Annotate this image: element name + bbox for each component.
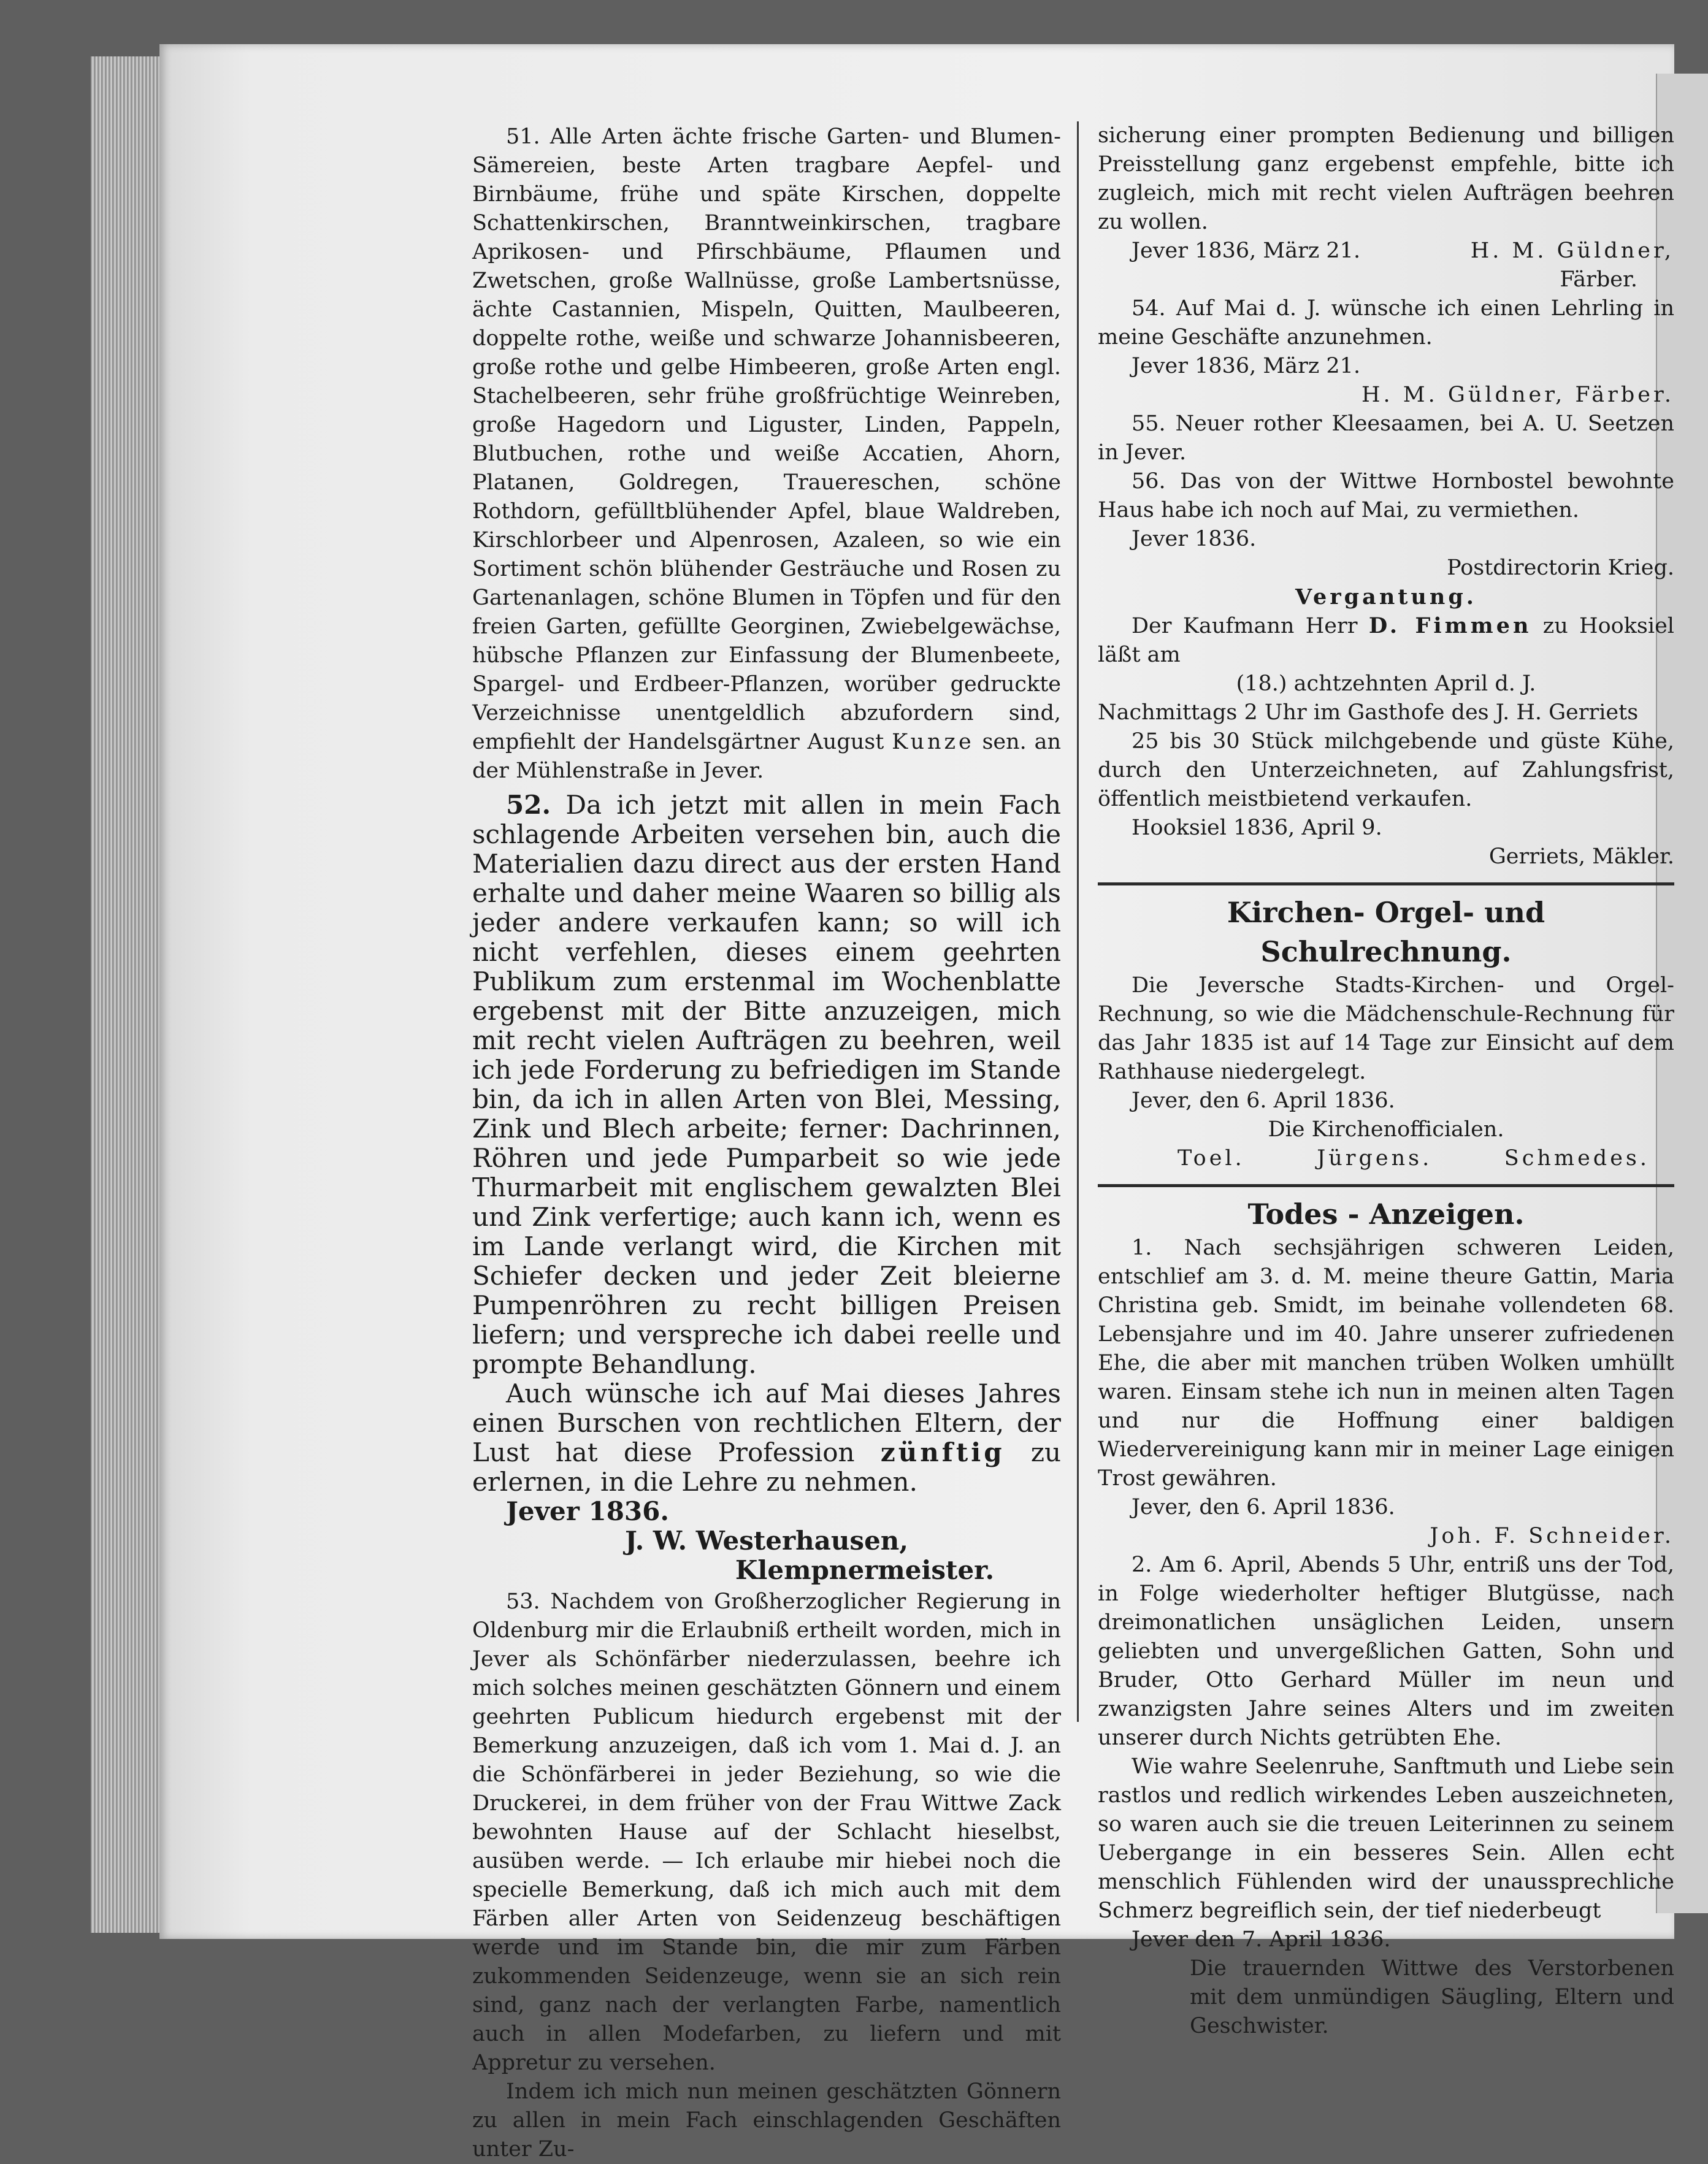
ad-54 [1098, 294, 1674, 410]
ad-number: 55. [1132, 411, 1166, 436]
ad-body: sicherung einer prompten Bedienung und billigen Preisstellung ganz ergebenst empfehle, bitte ich zugleich, mich mit recht vielen Aufträgen beehren zu wollen. [1098, 123, 1674, 234]
ad-body-2-tail: zu erlernen, in die Lehre zu nehmen. [472, 1437, 1062, 1497]
book-page-stack [91, 56, 161, 1933]
section-heading: Vergantung. [1295, 584, 1477, 610]
signature-juergens: Jürgens. [1317, 1146, 1433, 1171]
place-date: Jever, den 6. April 1836. [1132, 1088, 1395, 1113]
signature-name: J. W. Westerhausen, [625, 1526, 908, 1556]
death-notice-1 [1098, 1234, 1674, 1551]
death-notice-2 [1098, 1551, 1674, 2041]
merchant-name: D. Fimmen [1368, 613, 1532, 638]
section-rule [1098, 882, 1674, 885]
signature-schmedes: Schmedes. [1504, 1146, 1650, 1171]
ad-body-2: Indem ich mich nun meinen geschätzten Gönnern zu allen in mein Fach einschlagenden Geschäften unter Zu- [472, 2079, 1061, 2162]
ad-body: Auf Mai d. J. wünsche ich einen Lehrling in meine Geschäfte anzunehmen. [1098, 296, 1674, 350]
section-body: Die Jeversche Stadts-Kirchen- und Orgel-Rechnung, so wie die Mädchenschule-Rechnung für das Jahr 1835 ist auf 14 Tage zur Einsicht auf dem Rathhause niedergelegt. [1098, 973, 1674, 1084]
vergantung-section [1098, 583, 1674, 871]
signature-role: Klempnermeister. [735, 1555, 995, 1585]
notice-number: 1. [1132, 1236, 1152, 1260]
ad-body: Neuer rother Kleesaamen, bei A. U. Seetzen in Jever. [1098, 411, 1674, 465]
auction-date: (18.) achtzehnten April d. J. [1236, 671, 1536, 696]
ad-body: Da ich jetzt mit allen in mein Fach schlagende Arbeiten versehen bin, auch die Materialien dazu direct aus der ersten Hand erhalte und daher meine Waaren so billig als jeder andere verkaufen kann; so will ich nicht verfehlen, dieses einem geehrten Publikum zum erstenmal im Wochenblatte ergebenst mit der Bitte anzuzeigen, mich mit recht vielen Aufträgen zu beehren, weil ich jede Forderung zu befriedigen im Stande bin, da ich in allen Arten von Blei, Messing, Zink und Blech arbeite; ferner: Dachrinnen, Röhren und jede Pumparbeit so wie jede Thurmarbeit mit englischem gewalzten Blei und Zink verfertige; auch kann ich, wenn es im Lande verlangt wird, die Kirchen mit Schiefer decken und jeder Zeit bleierne Pumpenröhren zu recht billigen Preisen liefern; und verspreche ich dabei reelle und prompte Behandlung. [472, 790, 1061, 1379]
place-date: Jever 1836. [1132, 527, 1257, 551]
ad-body-2: Auch wünsche ich auf Mai dieses Jahres einen Burschen von rechtlichen Eltern, der Lust hat diese Profession [472, 1378, 1061, 1467]
signature-names [1098, 1144, 1674, 1173]
place-date: Jever 1836, März 21. [1132, 239, 1361, 263]
ad-body: Nachdem von Großherzoglicher Regierung in Oldenburg mir die Erlaubniß ertheilt worden, mich in Jever als Schönfärber niederzulassen, beehre ich mich solches meinen geschätzten Gönnern und einem geehrten Publicum hiedurch ergebenst mit der Bemerkung anzuzeigen, daß ich vom 1. Mai d. J. an die Schönfärberei in jeder Beziehung, so wie die Druckerei, in dem früher von der Frau Wittwe Zack bewohnten Hause auf der Schlacht hieselbst, ausüben werde. — Ich erlaube mir hiebei noch die specielle Bemerkung, daß ich mich auch mit dem Färben aller Arten von Seidenzeug beschäftigen werde und im Stande bin, die mir zum Färben zukommenden Seidenzeuge, wenn sie an sich rein sind, ganz nach der verlangten Farbe, namentlich auch in allen Modefarben, zu liefern und mit Appretur zu versehen. [472, 1589, 1061, 2075]
place-date: Jever, den 6. April 1836. [1132, 1495, 1395, 1520]
notice-number: 2. [1132, 1553, 1152, 1577]
signature: Gerriets, Mäkler. [1488, 844, 1674, 869]
advertiser-name: Kunze [892, 730, 975, 754]
left-column [472, 123, 1061, 2164]
place-date: Jever 1836, März 21. [1132, 354, 1361, 378]
intro-tail: zu Hooksiel läßt am [1098, 614, 1674, 667]
ad-body: Das von der Wittwe Hornbostel bewohnte Haus habe ich noch auf Mai, zu vermiethen. [1098, 469, 1674, 522]
ad-51 [472, 123, 1061, 786]
section-heading: Kirchen- Orgel- und Schulrechnung. [1227, 896, 1545, 968]
auction-time: Nachmittags 2 Uhr im Gasthofe des J. H. Gerriets [1098, 700, 1639, 725]
section-heading: Todes - Anzeigen. [1247, 1198, 1525, 1231]
place-date: Jever den 7. April 1836. [1132, 1927, 1391, 1952]
ad-number: 53. [506, 1589, 540, 1614]
signature-role: Färber. [1560, 267, 1637, 292]
notice-body-2: Wie wahre Seelenruhe, Sanftmuth und Liebe sein rastlos und redlich wirkendes Leben auszeichneten, so waren auch sie die treuen Leiterinnen zu seinem Uebergange in ein besseres Sein. Allen echt menschlich Fühlenden wird der unaussprechliche Schmerz begreiflich sein, der tief niederbeugt [1098, 1754, 1674, 1923]
column-divider [1077, 121, 1079, 1722]
ad-number: 52. [506, 790, 551, 820]
ad-number: 56. [1132, 469, 1166, 494]
right-column [1098, 121, 1674, 2041]
ad-body: Alle Arten ächte frische Garten- und Blumen-Sämereien, beste Arten tragbare Aepfel- und Birnbäume, frühe und späte Kirschen, doppelte Schattenkirschen, Branntweinkirschen, tragbare Aprikosen- und Pfirschbäume, Pflaumen und Zwetschen, große Wallnüsse, große Lambertsnüsse, ächte Castannien, Mispeln, Quitten, Maulbeeren, doppelte rothe, weiße und schwarze Johannisbeeren, große rothe und gelbe Himbeeren, große Arten engl. Stachelbeeren, sehr frühe großfrüchtige Weinreben, große Hagedorn und Liguster, Linden, Pappeln, Blutbuchen, rothe und weiße Accatien, Ahorn, Platanen, Goldregen, Trauereschen, schöne Rothdorn, gefülltblühender Apfel, blaue Waldreben, Kirschlorbeer und Alpenrosen, Azaleen, so wie ein Sortiment schön blühender Gesträuche und Rosen zu Gartenanlagen, schöne Blumen in Töpfen und für den freien Garten, gefüllte Georginen, Zwiebelgewächse, hübsche Pflanzen zur Einfassung der Blumenbeete, Spargel- und Erdbeer-Pflanzen, worüber gedruckte Verzeichnisse unentgeldlich abzufordern sind, empfiehlt der Handelsgärtner August [472, 124, 1061, 754]
place-date: Hooksiel 1836, April 9. [1132, 816, 1382, 840]
signature: Joh. F. Schneider. [1430, 1524, 1674, 1548]
ad-number: 51. [506, 124, 540, 149]
notice-body: Nach sechsjährigen schweren Leiden, entschlief am 3. d. M. meine theure Gattin, Maria Christina geb. Smidt, im beinahe vollendeten 68. Lebensjahre und im 40. Jahre unserer zufriedenen Ehe, die aber mit manchen trüben Wolken umhüllt waren. Einsam stehe ich nun in meinen alten Tagen und nur die Hoffnung einer baldigen Wiedervereinigung kann mir in meiner Lage einigen Trost gewähren. [1098, 1236, 1674, 1491]
notice-body: Am 6. April, Abends 5 Uhr, entriß uns der Tod, in Folge wiederholter heftiger Blutgüsse, nach dreimonatlichen unsäglichen Leiden, unsern geliebten und unvergeßlichen Gatten, Sohn und Bruder, Otto Gerhard Müller im neun und zwanzigsten Jahre seines Alters und im zweiten unserer durch Nichts getrübten Ehe. [1098, 1553, 1674, 1750]
ad-52 [472, 790, 1061, 1585]
intro-text: Der Kaufmann Herr [1132, 614, 1358, 638]
auction-body: 25 bis 30 Stück milchgebende und güste Kühe, durch den Unterzeichneten, auf Zahlungsfrist, öffentlich meistbietend verkaufen. [1098, 729, 1674, 811]
signature-title: Die Kirchenofficialen. [1268, 1117, 1504, 1142]
signature: H. M. Güldner, Färber. [1361, 383, 1674, 407]
kirchen-section [1098, 893, 1674, 1173]
ad-53-continued [1098, 121, 1674, 294]
ad-55 [1098, 410, 1674, 467]
signature: Postdirectorin Krieg. [1447, 556, 1674, 580]
todes-section [1098, 1195, 1674, 2041]
ad-56 [1098, 467, 1674, 583]
signature: Die trauernden Wittwe des Verstorbenen mit dem unmündigen Säugling, Eltern und Geschwister. [1190, 1956, 1674, 2038]
section-rule [1098, 1184, 1674, 1187]
place-date: Jever 1836. [506, 1496, 669, 1526]
emphasis: zünftig [880, 1437, 1005, 1467]
name-suffix: sen. [982, 730, 1027, 754]
signature-toel: Toel. [1178, 1146, 1245, 1171]
signature-name: H. M. Güldner, [1470, 239, 1674, 263]
ad-number: 54. [1132, 296, 1166, 321]
ad-53 [472, 1588, 1061, 2164]
ad-tail: an der Mühlenstraße in Jever. [472, 730, 1061, 783]
